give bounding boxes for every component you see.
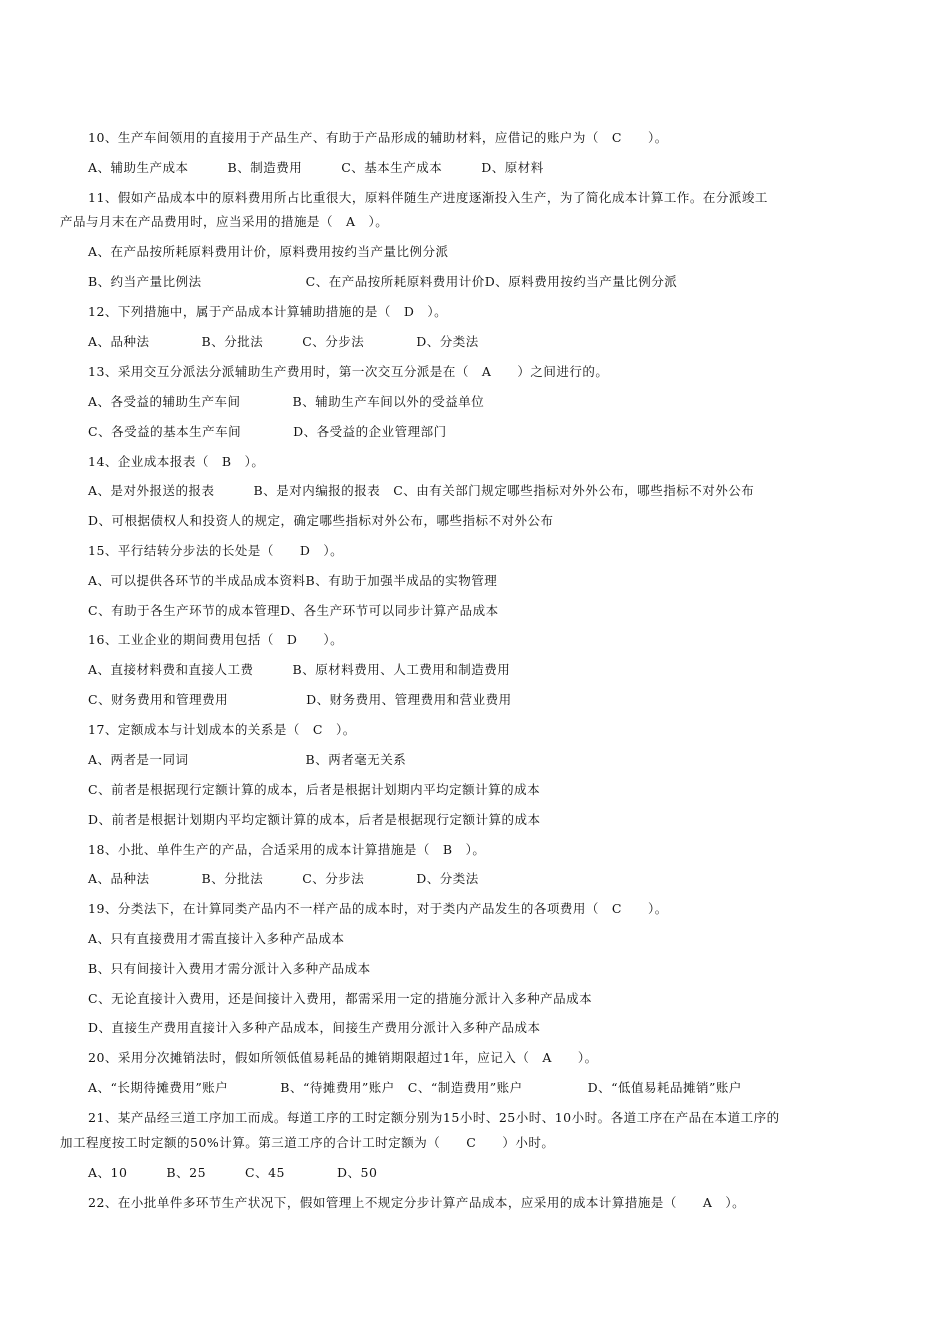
question-19-option-a: A、只有直接费用才需直接计入多种产品成本 (88, 931, 345, 946)
question-14-option-d: D、可根据债权人和投资人的规定，确定哪些指标对外公布，哪些指标不对外公布 (88, 513, 554, 528)
question-21: 21、某产品经三道工序加工而成。每道工序的工时定额分别为15小时、25小时、10小时。各道工序在产品在本道工序的 (88, 1110, 780, 1125)
question-15: 15、平行结转分步法的长处是（ D ）。 (88, 543, 344, 558)
question-11-options-bcd: B、约当产量比例法 C、在产品按所耗原料费用计价D、原料费用按约当产量比例分派 (88, 274, 678, 289)
question-19-option-b: B、只有间接计入费用才需分派计入多种产品成本 (88, 961, 371, 976)
question-10: 10、生产车间领用的直接用于产品生产、有助于产品形成的辅助材料，应借记的账户为（ C ）。 (88, 130, 668, 145)
question-17-option-c: C、前者是根据现行定额计算的成本，后者是根据计划期内平均定额计算的成本 (88, 782, 541, 797)
question-11: 11、假如产品成本中的原料费用所占比重很大，原料伴随生产进度逐渐投入生产，为了简化成本计算工作。在分派竣工 (88, 190, 768, 205)
question-19: 19、分类法下，在计算同类产品内不一样产品的成本时，对于类内产品发生的各项费用（ C ）。 (88, 901, 668, 916)
question-16-options-ab: A、直接材料费和直接人工费 B、原材料费用、人工费用和制造费用 (88, 662, 511, 677)
question-21-continued: 加工程度按工时定额的50%计算。第三道工序的合计工时定额为（ C ）小时。 (60, 1135, 555, 1150)
question-15-options-cd: C、有助于各生产环节的成本管理D、各生产环节可以同步计算产品成本 (88, 603, 499, 618)
question-15-options-ab: A、可以提供各环节的半成品成本资料B、有助于加强半成品的实物管理 (88, 573, 498, 588)
question-20: 20、采用分次摊销法时，假如所领低值易耗品的摊销期限超过1年，应记入（ A ）。 (88, 1050, 598, 1065)
question-21-options: A、10 B、25 C、45 D、50 (88, 1165, 378, 1180)
question-19-option-d: D、直接生产费用直接计入多种产品成本，间接生产费用分派计入多种产品成本 (88, 1020, 541, 1035)
question-14: 14、企业成本报表（ B ）。 (88, 454, 265, 469)
question-12-options: A、品种法 B、分批法 C、分步法 D、分类法 (88, 334, 479, 349)
question-16-options-cd: C、财务费用和管理费用 D、财务费用、管理费用和营业费用 (88, 692, 512, 707)
question-11-continued: 产品与月末在产品费用时，应当采用的措施是（ A ）。 (60, 214, 389, 229)
question-18: 18、小批、单件生产的产品，合适采用的成本计算措施是（ B ）。 (88, 842, 486, 857)
question-13: 13、采用交互分派法分派辅助生产费用时，第一次交互分派是在（ A ）之间进行的。 (88, 364, 609, 379)
question-12: 12、下列措施中，属于产品成本计算辅助措施的是（ D ）。 (88, 304, 448, 319)
question-10-options: A、辅助生产成本 B、制造费用 C、基本生产成本 D、原材料 (88, 160, 544, 175)
question-17: 17、定额成本与计划成本的关系是（ C ）。 (88, 722, 356, 737)
question-22: 22、在小批单件多环节生产状况下，假如管理上不规定分步计算产品成本，应采用的成本计算措施是（ A ）。 (88, 1195, 746, 1210)
question-19-option-c: C、无论直接计入费用，还是间接计入费用，都需采用一定的措施分派计入多种产品成本 (88, 991, 593, 1006)
question-17-option-d: D、前者是根据计划期内平均定额计算的成本，后者是根据现行定额计算的成本 (88, 812, 541, 827)
question-13-options-ab: A、各受益的辅助生产车间 B、辅助生产车间以外的受益单位 (88, 394, 485, 409)
question-17-options-ab: A、两者是一同词 B、两者毫无关系 (88, 752, 407, 767)
question-18-options: A、品种法 B、分批法 C、分步法 D、分类法 (88, 871, 479, 886)
question-14-options-abc: A、是对外报送的报表 B、是对内编报的报表 C、由有关部门规定哪些指标对外外公布，哪些指标不对外公布 (88, 483, 755, 498)
question-11-option-a: A、在产品按所耗原料费用计价，原料费用按约当产量比例分派 (88, 244, 449, 259)
question-13-options-cd: C、各受益的基本生产车间 D、各受益的企业管理部门 (88, 424, 447, 439)
question-20-options: A、“长期待摊费用”账户 B、“待摊费用”账户 C、“制造费用”账户 D、“低值易耗品摊销”账户 (88, 1080, 742, 1095)
question-16: 16、工业企业的期间费用包括（ D ）。 (88, 632, 344, 647)
